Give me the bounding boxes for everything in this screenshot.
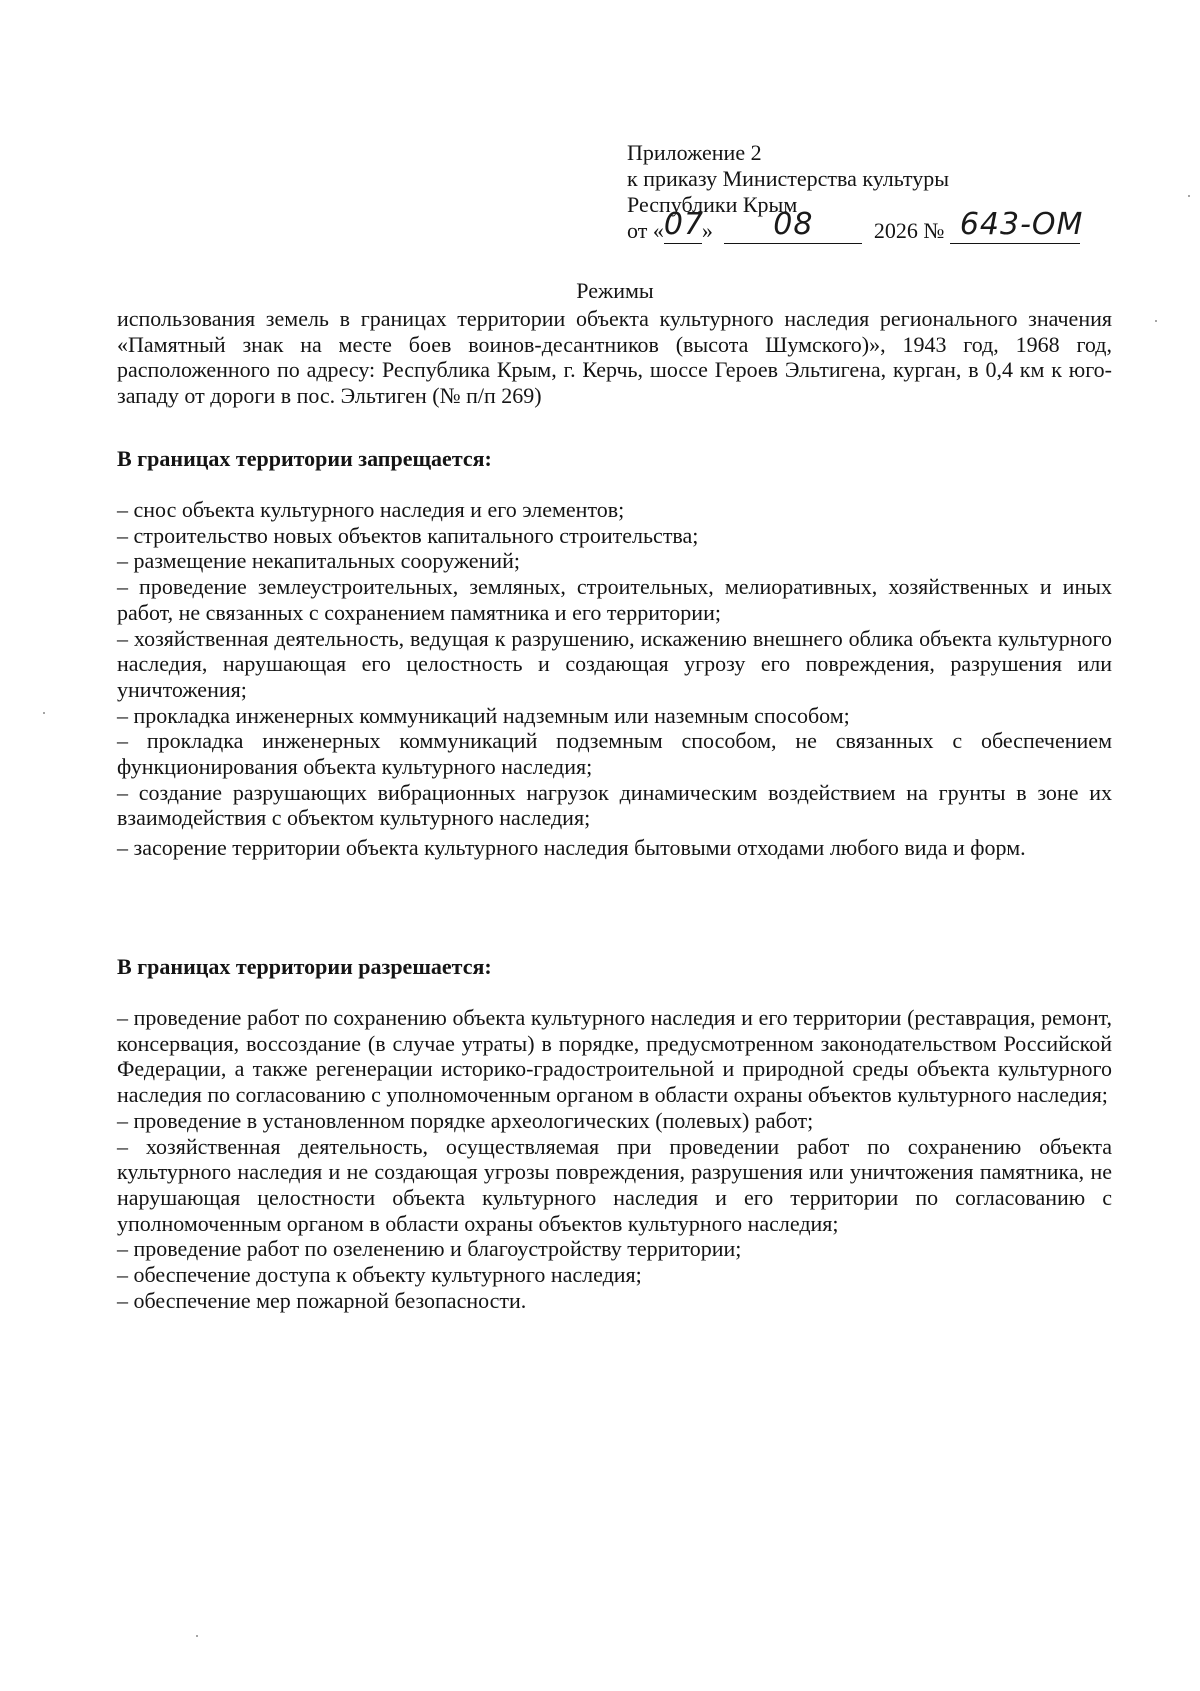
- doc-number-handwritten: 643-ОМ: [959, 207, 1084, 242]
- doc-number-field: [950, 207, 1084, 244]
- list-item: – проведение работ по сохранению объекта культурного наследия и его территории (реставрация, ремонт, консервация, воссоздание (в случае утраты) в порядке, предусмотренном законодательством Российской Федерации, а также регенерации историко-градостроительной и природной среды объекта культурного наследия по согласованию с уполномоченным органом в области охраны объектов культурного наследия;: [117, 1005, 1112, 1108]
- appendix-label: Приложение 2: [627, 140, 762, 165]
- date-day-field: [663, 207, 705, 244]
- document-intro: использования земель в границах территории объекта культурного наследия регионального значения «Памятный знак на месте боев воинов-десантников (высота Шумского)», 1943 год, 1968 год, расположенного по адресу: Республика Крым, г. Керчь, шоссе Героев Эльтигена, курган, в 0,4 км к юго-западу от дороги в пос. Эльтиген (№ п/п 269): [117, 306, 1112, 409]
- date-month-handwritten: 08: [773, 207, 814, 242]
- date-number-line: [627, 207, 1087, 246]
- scan-speck: [196, 1635, 198, 1637]
- scan-speck: [1155, 320, 1157, 322]
- scan-speck: [1188, 195, 1190, 197]
- list-item: – засорение территории объекта культурного наследия бытовыми отходами любого вида и форм.: [117, 835, 1026, 861]
- list-item: – проведение в установленном порядке археологических (полевых) работ;: [117, 1107, 814, 1133]
- document-header: [627, 140, 1087, 246]
- list-item: – прокладка инженерных коммуникаций подземным способом, не связанных с обеспечением функционирования объекта культурного наследия;: [117, 728, 1112, 780]
- list-item: – прокладка инженерных коммуникаций надземным или наземным способом;: [117, 702, 850, 728]
- list-item: – проведение работ по озеленению и благоустройству территории;: [117, 1236, 742, 1262]
- list-item: – снос объекта культурного наследия и его элементов;: [117, 497, 625, 522]
- list-item: – строительство новых объектов капитального строительства;: [117, 522, 699, 548]
- list-item: – обеспечение мер пожарной безопасности.: [117, 1287, 527, 1313]
- prohibited-list: [117, 497, 1112, 865]
- order-reference: к приказу Министерства культуры: [627, 166, 950, 191]
- prohibited-heading: В границах территории запрещается:: [117, 446, 492, 471]
- document-title: Режимы: [576, 278, 654, 303]
- date-prefix: от «: [627, 218, 664, 243]
- list-item: – размещение некапитальных сооружений;: [117, 548, 520, 574]
- permitted-list: [117, 1005, 1112, 1313]
- date-year-label: 2026 №: [873, 218, 945, 243]
- list-item: – проведение землеустроительных, земляных, строительных, мелиоративных, хозяйственных и иных работ, не связанных с сохранением памятника и его территории;: [117, 574, 1112, 625]
- scan-speck: [43, 712, 45, 714]
- date-month-field: [724, 207, 862, 244]
- date-day-handwritten: 07: [663, 207, 705, 242]
- republic-label: Республики Крым: [627, 192, 798, 217]
- list-item: – хозяйственная деятельность, ведущая к разрушению, искажению внешнего облика объекта культурного наследия, нарушающая его целостность и создающая угрозу его повреждения, разрушения или уничтожения;: [117, 625, 1112, 702]
- list-item: – обеспечение доступа к объекту культурного наследия;: [117, 1262, 642, 1288]
- list-item: – создание разрушающих вибрационных нагрузок динамическим воздействием на грунты в зоне их взаимодействия с объектом культурного наследия;: [117, 779, 1112, 831]
- date-quote-close: »: [701, 218, 713, 243]
- permitted-heading: В границах территории разрешается:: [117, 954, 492, 979]
- list-item: – хозяйственная деятельность, осуществляемая при проведении работ по сохранению объекта культурного наследия и не создающая угрозы повреждения, разрушения или уничтожения памятника, не нарушающая целостности объекта культурного наследия и его территории по согласованию с уполномоченным органом в области охраны объектов культурного наследия;: [117, 1133, 1112, 1236]
